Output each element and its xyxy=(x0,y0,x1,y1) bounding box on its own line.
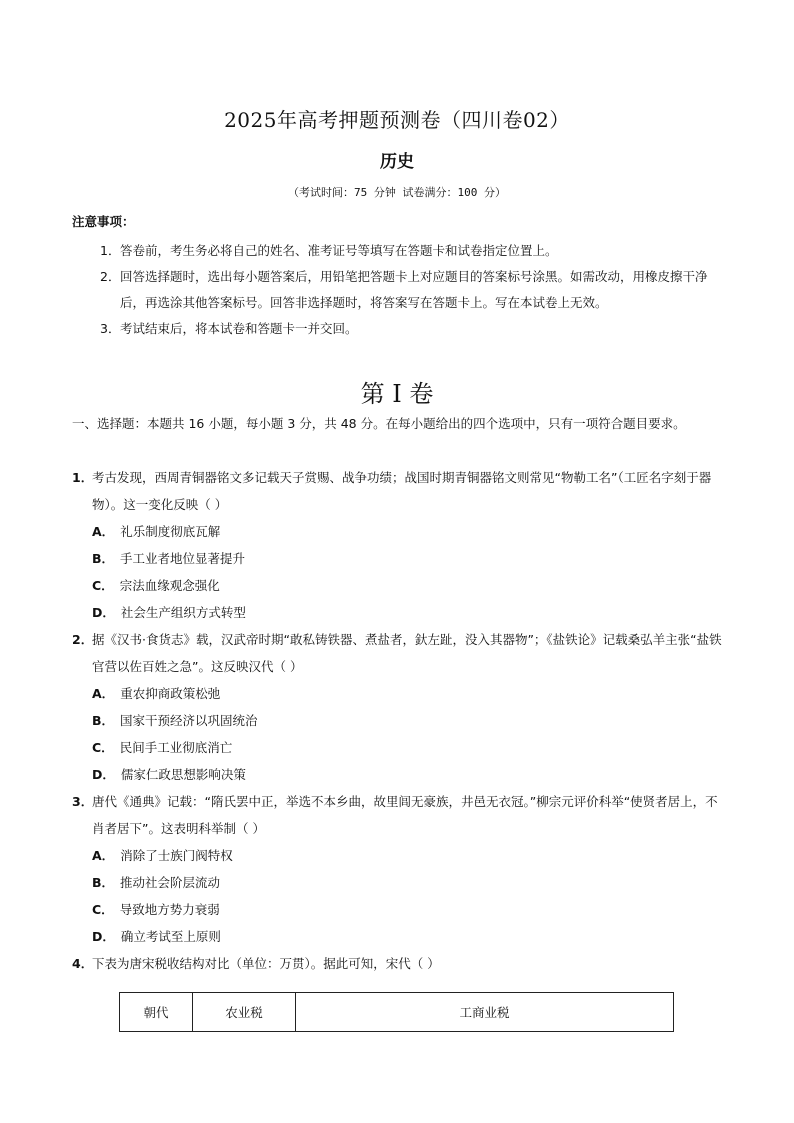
exam-info: （考试时间：75 分钟 试卷满分：100 分） xyxy=(288,186,506,199)
question-stem xyxy=(72,950,722,977)
subject-title: 历史 xyxy=(380,152,414,172)
question-stem xyxy=(72,626,722,680)
question-text: 考古发现，西周青铜器铭文多记载天子赏赐、战争功绩；战国时期青铜器铭文则常见“物勒工名”（工匠名字刻于器物）。这一变化反映（ ） xyxy=(92,470,712,512)
option-letter: A． xyxy=(92,686,115,701)
notice-text: 考试结束后，将本试卷和答题卡一并交回。 xyxy=(120,321,358,336)
option-text: 导致地方势力衰弱 xyxy=(119,902,220,917)
section-description: 一、选择题：本题共 16 小题，每小题 3 分，共 48 分。在每小题给出的四个选项中，只有一项符合题目要求。 xyxy=(72,416,686,431)
question-text: 唐代《通典》记载：“隋氏罢中正，举选不本乡曲，故里闾无豪族，井邑无衣冠。”柳宗元评价科举“使贤者居上，不肖者居下”。这表明科举制（ ） xyxy=(92,794,718,836)
notice-number: 2． xyxy=(100,269,121,284)
table-header-row xyxy=(120,993,674,1032)
option-text: 社会生产组织方式转型 xyxy=(120,605,246,620)
option-text: 手工业者地位显著提升 xyxy=(120,551,246,566)
question-4 xyxy=(72,950,722,977)
notice-item xyxy=(100,316,722,342)
table-header-commerce-tax: 工商业税 xyxy=(296,993,674,1032)
section-title: 第 I 卷 xyxy=(360,380,434,408)
option-letter: C． xyxy=(92,740,114,755)
option-c[interactable] xyxy=(72,572,722,599)
question-stem xyxy=(72,788,722,842)
notice-list xyxy=(100,238,722,342)
notice-number: 3． xyxy=(100,321,121,336)
option-letter: D． xyxy=(92,929,115,944)
table-header-agriculture-tax: 农业税 xyxy=(193,993,296,1032)
question-3 xyxy=(72,788,722,950)
notice-item xyxy=(100,264,722,316)
option-letter: A． xyxy=(92,848,115,863)
question-stem xyxy=(72,464,722,518)
option-text: 民间手工业彻底消亡 xyxy=(119,740,233,755)
notice-text: 回答选择题时，选出每小题答案后，用铅笔把答题卡上对应题目的答案标号涂黑。如需改动，用橡皮擦干净后，再选涂其他答案标号。回答非选择题时，将答案写在答题卡上。写在本试卷上无效。 xyxy=(120,269,708,310)
option-letter: C． xyxy=(92,578,114,593)
option-text: 国家干预经济以巩固统治 xyxy=(120,713,258,728)
option-letter: B． xyxy=(92,875,115,890)
notice-number: 1． xyxy=(100,243,121,258)
option-text: 儒家仁政思想影响决策 xyxy=(120,767,246,782)
table-header-dynasty: 朝代 xyxy=(120,993,193,1032)
option-letter: D． xyxy=(92,605,115,620)
option-text: 重农抑商政策松弛 xyxy=(120,686,221,701)
option-a[interactable] xyxy=(72,518,722,545)
question-2 xyxy=(72,626,722,788)
question-text: 下表为唐宋税收结构对比（单位：万贯）。据此可知，宋代（ ） xyxy=(92,956,440,971)
option-letter: A． xyxy=(92,524,115,539)
tax-structure-table xyxy=(119,992,674,1032)
question-number: 4． xyxy=(72,956,94,971)
option-text: 确立考试至上原则 xyxy=(120,929,221,944)
option-text: 消除了士族门阀特权 xyxy=(120,848,233,863)
question-1 xyxy=(72,464,722,626)
notice-text: 答卷前，考生务必将自己的姓名、准考证号等填写在答题卡和试卷指定位置上。 xyxy=(120,243,558,258)
option-c[interactable] xyxy=(72,734,722,761)
question-list xyxy=(72,464,722,977)
option-letter: B． xyxy=(92,713,115,728)
question-number: 1． xyxy=(72,470,94,485)
option-b[interactable] xyxy=(72,707,722,734)
option-text: 礼乐制度彻底瓦解 xyxy=(120,524,221,539)
option-letter: C． xyxy=(92,902,114,917)
option-letter: B． xyxy=(92,551,115,566)
option-a[interactable] xyxy=(72,842,722,869)
option-letter: D． xyxy=(92,767,115,782)
option-c[interactable] xyxy=(72,896,722,923)
option-a[interactable] xyxy=(72,680,722,707)
question-number: 2． xyxy=(72,632,94,647)
notice-title: 注意事项： xyxy=(72,214,135,229)
option-b[interactable] xyxy=(72,545,722,572)
option-b[interactable] xyxy=(72,869,722,896)
question-text: 据《汉书·食货志》载，汉武帝时期“敢私铸铁器、煮盐者，釱左趾，没入其器物”；《盐铁论》记载桑弘羊主张“盐铁官营以佐百姓之急”。这反映汉代（ ） xyxy=(92,632,722,674)
exam-title: 2025年高考押题预测卷（四川卷02） xyxy=(224,108,570,132)
option-text: 宗法血缘观念强化 xyxy=(119,578,220,593)
option-d[interactable] xyxy=(72,599,722,626)
notice-item xyxy=(100,238,722,264)
question-number: 3． xyxy=(72,794,94,809)
option-d[interactable] xyxy=(72,923,722,950)
option-text: 推动社会阶层流动 xyxy=(120,875,221,890)
option-d[interactable] xyxy=(72,761,722,788)
